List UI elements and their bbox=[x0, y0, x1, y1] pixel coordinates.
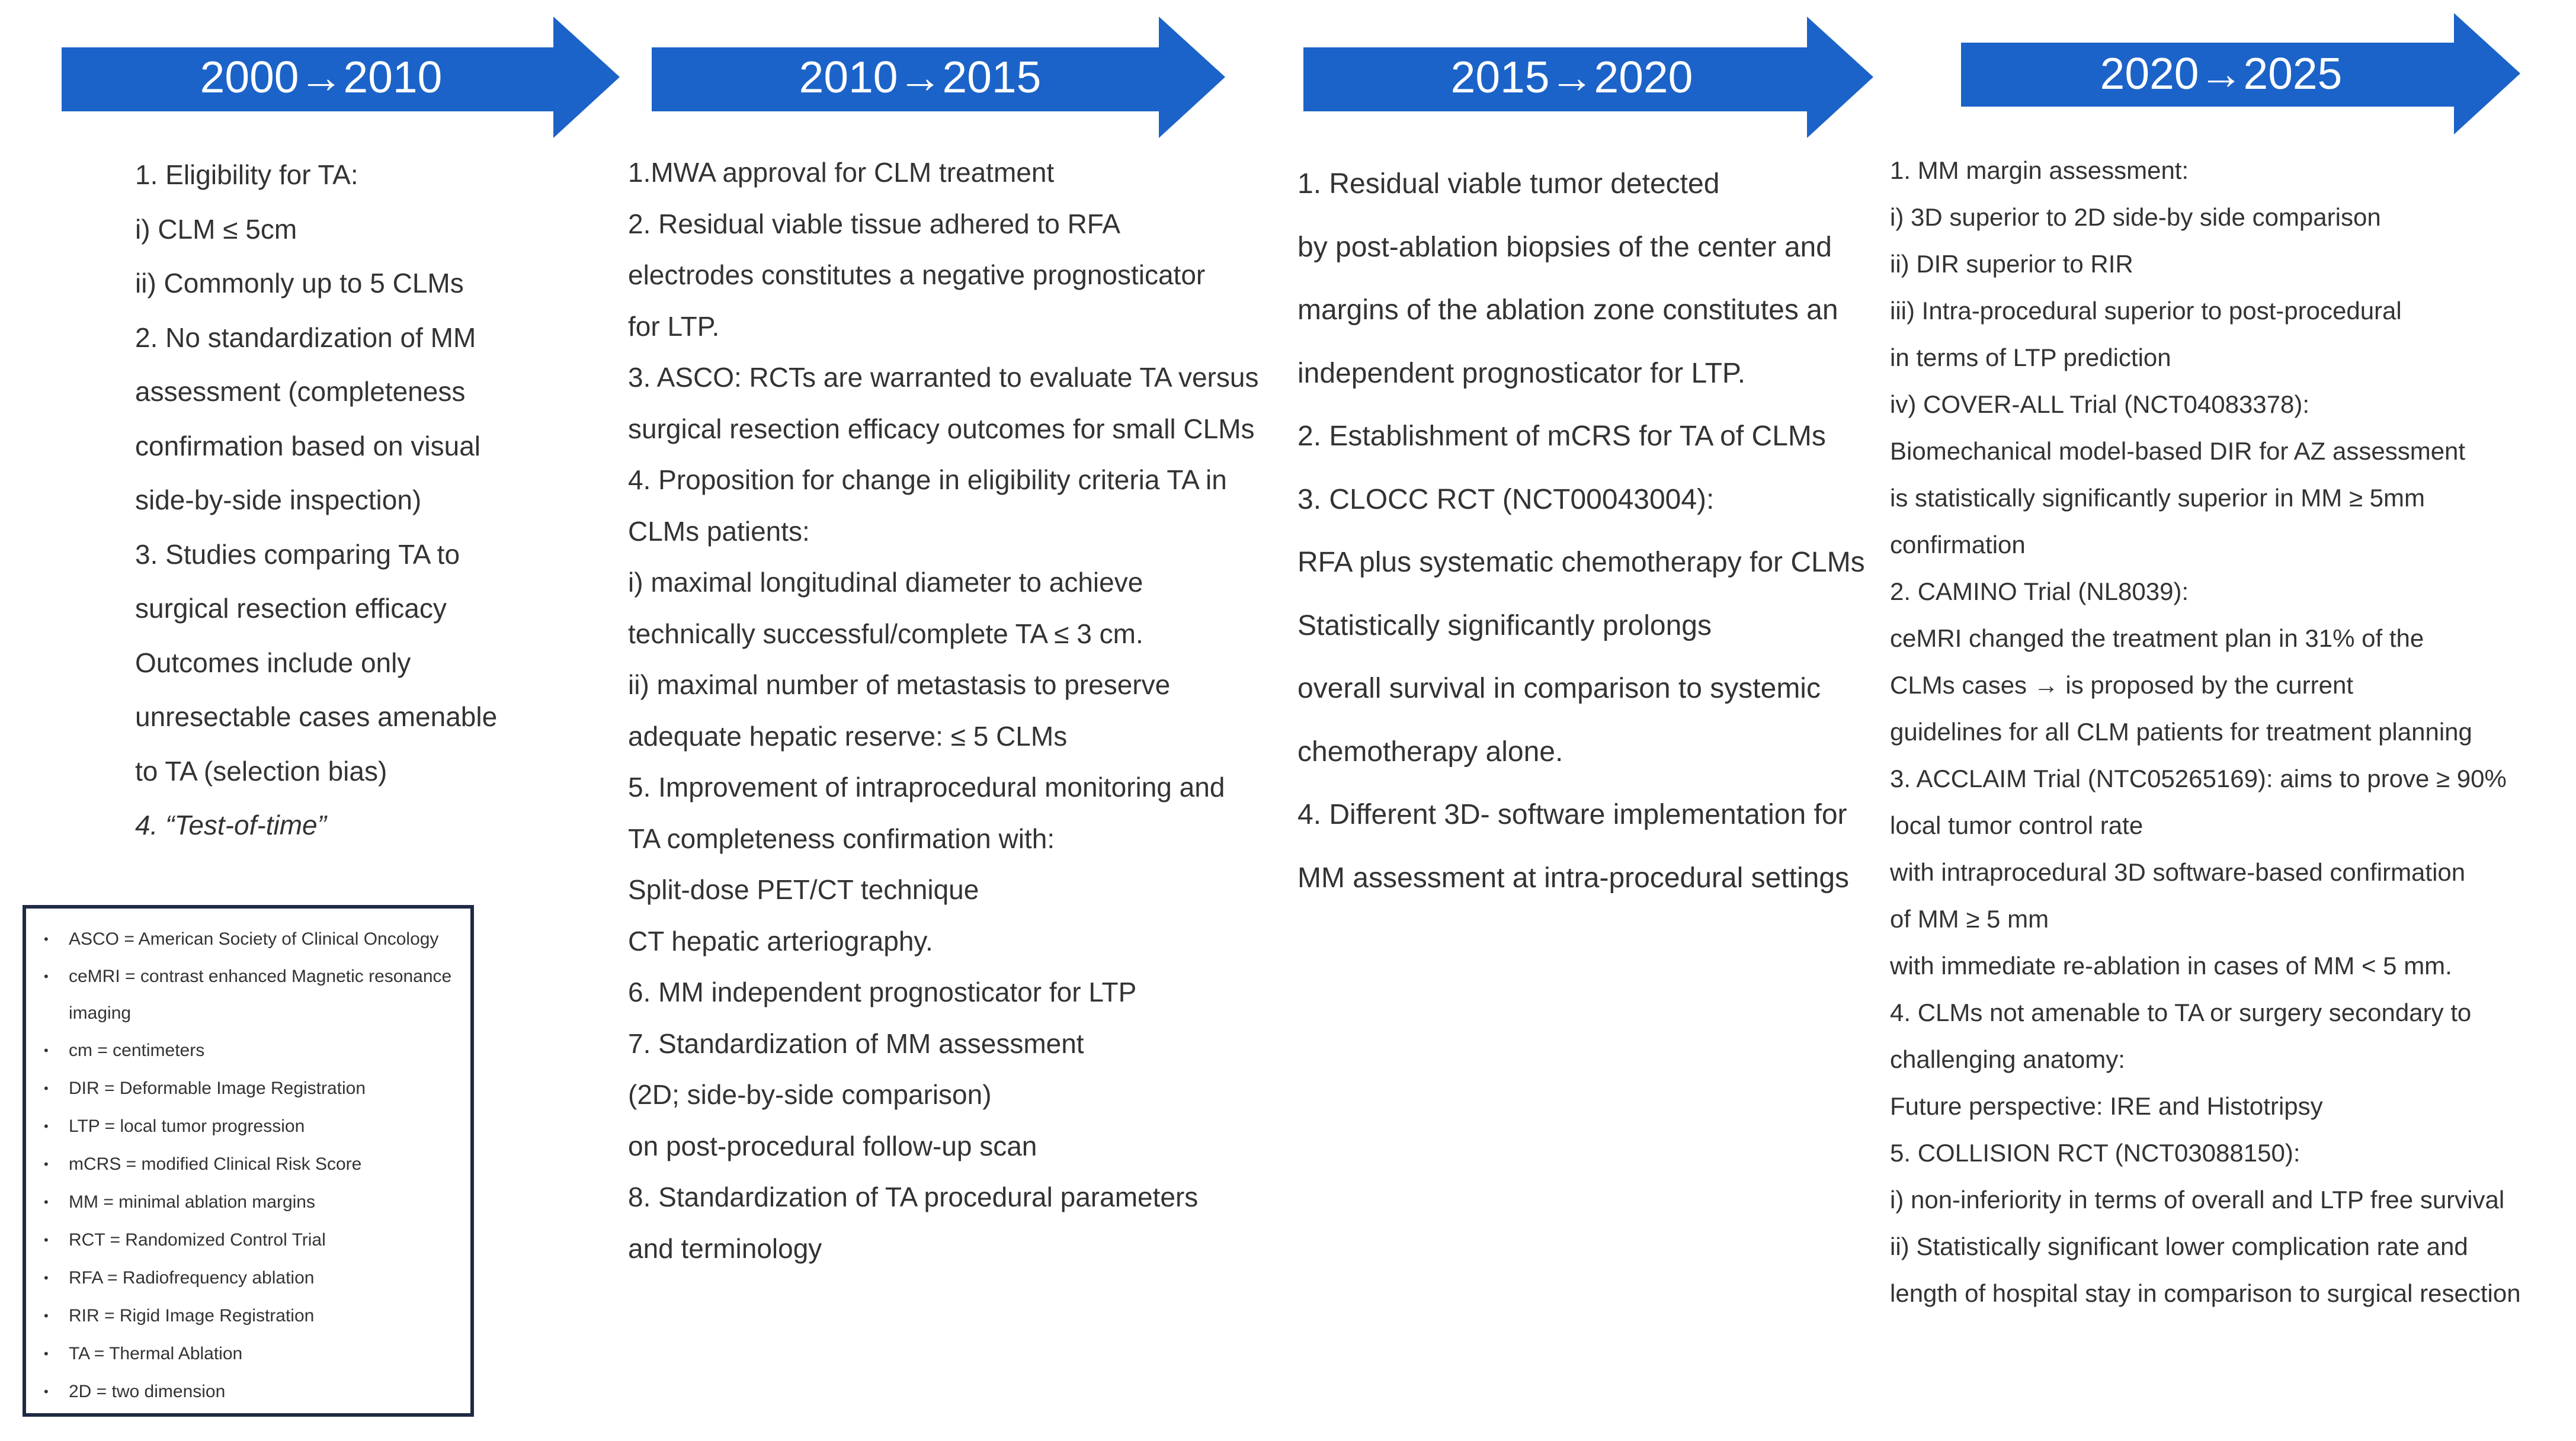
period-item: guidelines for all CLM patients for treatment planning bbox=[1890, 718, 2472, 746]
period-item: 2. Residual viable tissue adhered to RFA bbox=[628, 208, 1121, 239]
period-item: unresectable cases amenable bbox=[135, 701, 498, 732]
period-item: ii) DIR superior to RIR bbox=[1890, 250, 2133, 278]
period-item: CLMs cases → is proposed by the current bbox=[1890, 671, 2354, 699]
period-item: 5. Improvement of intraprocedural monitoring and bbox=[628, 772, 1225, 803]
period-item: (2D; side-by-side comparison) bbox=[628, 1079, 992, 1110]
period-item: Future perspective: IRE and Histotripsy bbox=[1890, 1092, 2323, 1120]
period-item: overall survival in comparison to systemic bbox=[1297, 673, 1821, 704]
period-item: is statistically significantly superior in MM ≥ 5mm bbox=[1890, 484, 2425, 512]
period-items-2000-2010 bbox=[135, 148, 497, 853]
period-item: local tumor control rate bbox=[1890, 811, 2144, 839]
period-item: by post-ablation biopsies of the center and bbox=[1297, 231, 1832, 263]
period-item: independent prognosticator for LTP. bbox=[1297, 357, 1746, 389]
period-item: Biomechanical model-based DIR for AZ assessment bbox=[1890, 437, 2466, 465]
period-item: Split-dose PET/CT technique bbox=[628, 874, 979, 905]
period-item: 1. MM margin assessment: bbox=[1890, 156, 2189, 184]
period-item: 2. Establishment of mCRS for TA of CLMs bbox=[1297, 421, 1826, 452]
period-item: length of hospital stay in comparison to surgical resection bbox=[1890, 1279, 2521, 1307]
period-item: 6. MM independent prognosticator for LTP bbox=[628, 977, 1137, 1007]
period-item: 1. Residual viable tumor detected bbox=[1297, 168, 1720, 200]
period-item: iv) COVER-ALL Trial (NCT04083378): bbox=[1890, 390, 2310, 418]
period-item: CT hepatic arteriography. bbox=[628, 925, 933, 957]
period-item: to TA (selection bias) bbox=[135, 755, 387, 787]
period-arrow-2000-2010 bbox=[62, 17, 620, 138]
period-item: chemotherapy alone. bbox=[1297, 736, 1563, 768]
period-item: 3. ACCLAIM Trial (NTC05265169): aims to prove ≥ 90% bbox=[1890, 765, 2507, 792]
legend-item: • cm = centimeters bbox=[44, 1032, 470, 1070]
period-item: 2. No standardization of MM bbox=[135, 322, 476, 353]
abbreviation-legend bbox=[23, 905, 474, 1417]
period-item: ii) maximal number of metastasis to preserve bbox=[628, 669, 1171, 700]
period-items-2010-2015 bbox=[628, 147, 1258, 1274]
period-item: surgical resection efficacy bbox=[135, 593, 447, 624]
period-item: TA completeness confirmation with: bbox=[628, 823, 1055, 854]
period-item: 1. Eligibility for TA: bbox=[135, 159, 358, 190]
period-item: 3. CLOCC RCT (NCT00043004): bbox=[1297, 483, 1715, 515]
legend-item: • ASCO = American Society of Clinical Oncology bbox=[44, 920, 470, 958]
period-item: Outcomes include only bbox=[135, 647, 411, 678]
period-item: 3. ASCO: RCTs are warranted to evaluate TA versus bbox=[628, 362, 1259, 393]
period-arrow-2010-2015 bbox=[652, 17, 1225, 138]
period-item: in terms of LTP prediction bbox=[1890, 344, 2171, 371]
legend-item: • RFA = Radiofrequency ablation bbox=[44, 1259, 470, 1297]
period-item: MM assessment at intra-procedural settings bbox=[1297, 862, 1850, 894]
period-items-2020-2025 bbox=[1890, 147, 2521, 1317]
period-item: challenging anatomy: bbox=[1890, 1045, 2125, 1073]
period-item: i) non-inferiority in terms of overall and LTP free survival bbox=[1890, 1186, 2505, 1214]
legend-item: • mCRS = modified Clinical Risk Score bbox=[44, 1145, 470, 1183]
period-item: RFA plus systematic chemotherapy for CLMs bbox=[1297, 547, 1865, 578]
period-item: adequate hepatic reserve: ≤ 5 CLMs bbox=[628, 720, 1068, 752]
period-item: with intraprocedural 3D software-based confirmation bbox=[1890, 858, 2466, 886]
period-item: technically successful/complete TA ≤ 3 cm. bbox=[628, 618, 1143, 649]
period-item: 4. Different 3D- software implementation for bbox=[1297, 799, 1847, 830]
period-item: i) CLM ≤ 5cm bbox=[135, 213, 297, 245]
period-item: ii) Statistically significant lower complication rate and bbox=[1890, 1233, 2468, 1260]
legend-item: • LTP = local tumor progression bbox=[44, 1108, 470, 1145]
period-item: surgical resection efficacy outcomes for small CLMs bbox=[628, 413, 1255, 444]
legend-item: • RIR = Rigid Image Registration bbox=[44, 1297, 470, 1335]
legend-item: • 2D = two dimension bbox=[44, 1373, 470, 1411]
period-item: ceMRI changed the treatment plan in 31% of the bbox=[1890, 624, 2424, 652]
period-label: 2010→2015 bbox=[799, 52, 1042, 102]
period-item: on post-procedural follow-up scan bbox=[628, 1130, 1037, 1161]
legend-item: • MM = minimal ablation margins bbox=[44, 1183, 470, 1221]
period-item: iii) Intra-procedural superior to post-procedural bbox=[1890, 297, 2402, 325]
period-arrow-2020-2025 bbox=[1961, 13, 2520, 134]
period-item: side-by-side inspection) bbox=[135, 484, 422, 515]
period-item: 3. Studies comparing TA to bbox=[135, 538, 460, 570]
period-item: Statistically significantly prolongs bbox=[1297, 609, 1712, 641]
period-item: of MM ≥ 5 mm bbox=[1890, 905, 2049, 933]
period-label: 2000→2010 bbox=[200, 52, 443, 102]
legend-item: • TA = Thermal Ablation bbox=[44, 1335, 470, 1373]
period-item: and terminology bbox=[628, 1233, 822, 1264]
period-arrow-2015-2020 bbox=[1303, 17, 1873, 138]
legend-item: • DIR = Deformable Image Registration bbox=[44, 1070, 470, 1108]
period-item: electrodes constitutes a negative prognosticator bbox=[628, 259, 1206, 290]
period-item: ii) Commonly up to 5 CLMs bbox=[135, 268, 464, 299]
legend-item: • ceMRI = contrast enhanced Magnetic resonance imaging bbox=[44, 958, 460, 1032]
period-items-2015-2020 bbox=[1297, 153, 1865, 910]
period-item: CLMs patients: bbox=[628, 515, 810, 547]
period-item: 4. Proposition for change in eligibility criteria TA in bbox=[628, 464, 1227, 495]
period-item: 4. CLMs not amenable to TA or surgery secondary to bbox=[1890, 999, 2472, 1026]
period-item: i) maximal longitudinal diameter to achieve bbox=[628, 567, 1143, 598]
period-item: 7. Standardization of MM assessment bbox=[628, 1028, 1084, 1059]
legend-item: • RCT = Randomized Control Trial bbox=[44, 1221, 470, 1259]
period-item: assessment (completeness bbox=[135, 376, 466, 407]
period-item: 8. Standardization of TA procedural parameters bbox=[628, 1182, 1199, 1212]
period-label: 2020→2025 bbox=[2100, 49, 2343, 98]
period-label: 2015→2020 bbox=[1450, 52, 1693, 102]
period-item: confirmation bbox=[1890, 531, 2026, 559]
period-item: confirmation based on visual bbox=[135, 430, 480, 461]
period-item: margins of the ablation zone constitutes an bbox=[1297, 294, 1838, 326]
period-item: with immediate re-ablation in cases of MM < 5 mm. bbox=[1890, 952, 2452, 980]
period-item: i) 3D superior to 2D side-by side comparison bbox=[1890, 203, 2381, 231]
period-item: 4. “Test-of-time” bbox=[135, 810, 326, 840]
period-item: for LTP. bbox=[628, 310, 720, 342]
period-item: 5. COLLISION RCT (NCT03088150): bbox=[1890, 1139, 2301, 1167]
period-item: 1.MWA approval for CLM treatment bbox=[628, 157, 1055, 188]
period-item: 2. CAMINO Trial (NL8039): bbox=[1890, 577, 2189, 605]
